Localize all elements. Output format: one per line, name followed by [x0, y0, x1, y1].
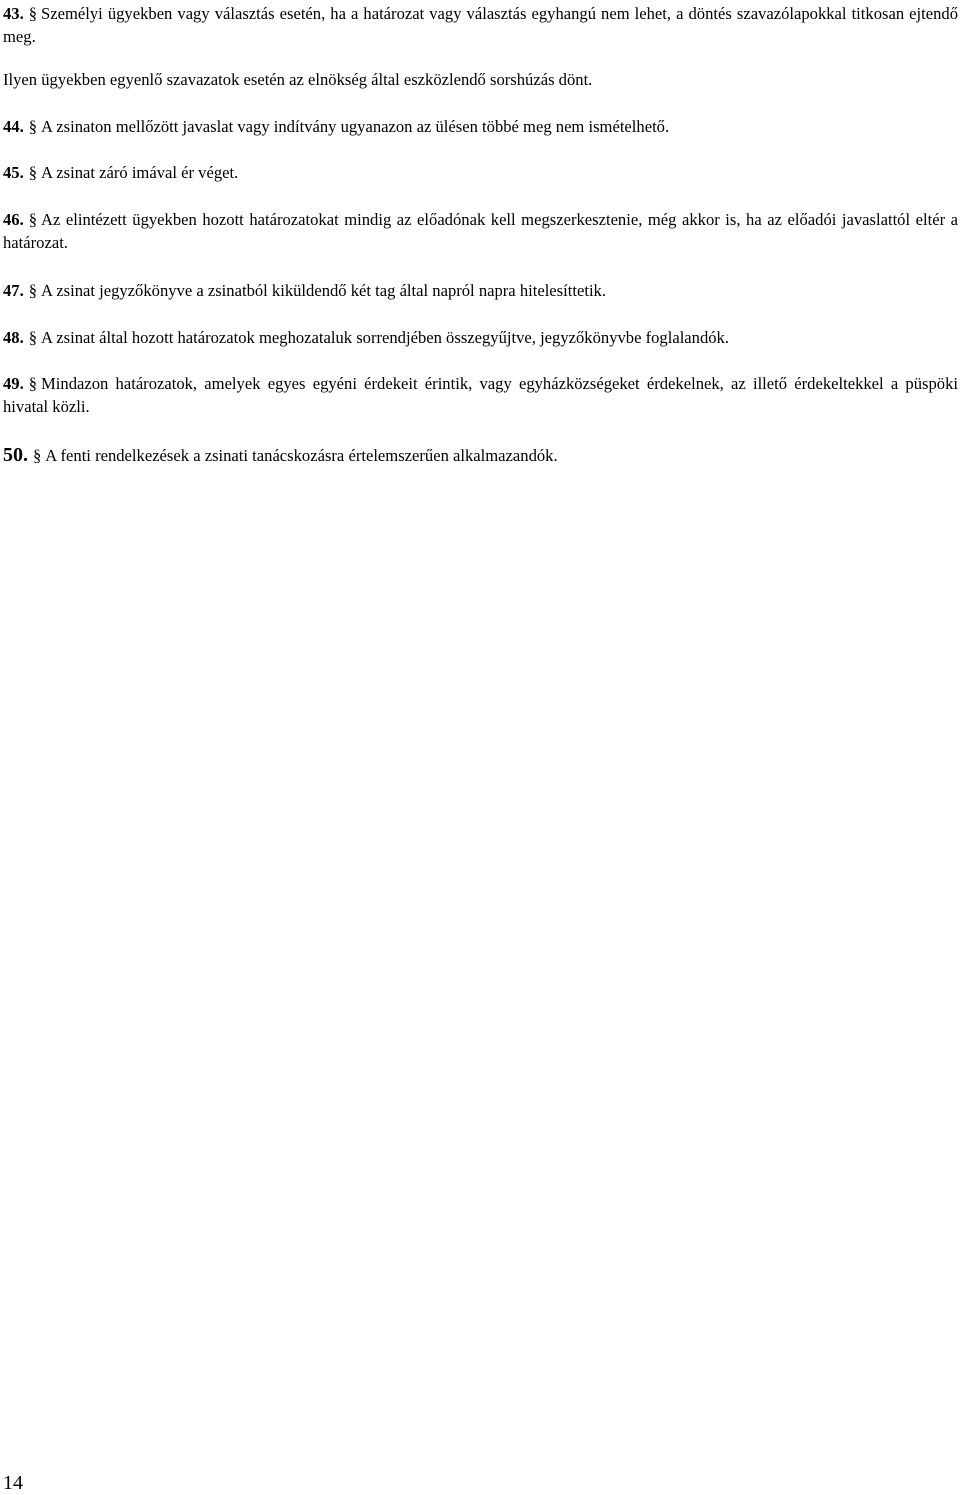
- paragraph-number: 49.: [3, 374, 24, 393]
- section-sign: §: [28, 163, 38, 182]
- section-sign: §: [28, 374, 38, 393]
- paragraph-number: 47.: [3, 281, 24, 300]
- paragraph-44: [3, 115, 958, 138]
- section-sign: §: [28, 4, 38, 23]
- paragraph-text: A zsinaton mellőzött javaslat vagy indítvány ugyanazon az ülésen többé meg nem ismételhető.: [41, 117, 670, 136]
- page-number: 14: [3, 1472, 23, 1494]
- paragraph-43-continuation: [3, 68, 958, 91]
- paragraph-text: A zsinat által hozott határozatok meghozataluk sorrendjében összegyűjtve, jegyzőkönyvbe foglalandók.: [41, 328, 730, 347]
- paragraph-50: [3, 444, 958, 467]
- paragraph-text: A zsinat jegyzőkönyve a zsinatból kiküldendő két tag által napról napra hitelesíttetik.: [41, 281, 606, 300]
- section-sign: §: [28, 210, 38, 229]
- paragraph-text: A zsinat záró imával ér véget.: [41, 163, 239, 182]
- paragraph-text: Az elintézett ügyekben hozott határozatokat mindig az előadónak kell megszerkesztenie, még akkor is, ha az előadói javaslattól eltér a határozat.: [3, 210, 958, 252]
- paragraph-number: 44.: [3, 117, 24, 136]
- paragraph-number: 46.: [3, 210, 24, 229]
- paragraph-text: Mindazon határozatok, amelyek egyes egyéni érdekeit érintik, vagy egyházközségeket érdekelnek, az illető érdekeltekkel a püspöki hivatal közli.: [3, 374, 958, 416]
- paragraph-text: Ilyen ügyekben egyenlő szavazatok esetén az elnökség által eszközlendő sorshúzás dönt.: [3, 70, 593, 89]
- section-sign: §: [28, 281, 38, 300]
- section-sign: §: [33, 446, 42, 465]
- paragraph-46: [3, 208, 958, 254]
- paragraph-text: A fenti rendelkezések a zsinati tanácskozásra értelemszerűen alkalmazandók.: [45, 446, 558, 465]
- paragraph-number: 48.: [3, 328, 24, 347]
- paragraph-text: Személyi ügyekben vagy választás esetén, ha a határozat vagy választás egyhangú nem lehet, a döntés szavazólapokkal titkosan ejtendő meg.: [3, 4, 958, 46]
- paragraph-number: 43.: [3, 4, 24, 23]
- paragraph-45: [3, 161, 958, 184]
- paragraph-47: [3, 279, 958, 302]
- paragraph-49: [3, 372, 958, 418]
- paragraph-48: [3, 326, 958, 349]
- paragraph-43: [3, 2, 958, 48]
- section-sign: §: [28, 328, 38, 347]
- paragraph-number: 45.: [3, 163, 24, 182]
- paragraph-number: 50.: [3, 444, 28, 466]
- section-sign: §: [28, 117, 38, 136]
